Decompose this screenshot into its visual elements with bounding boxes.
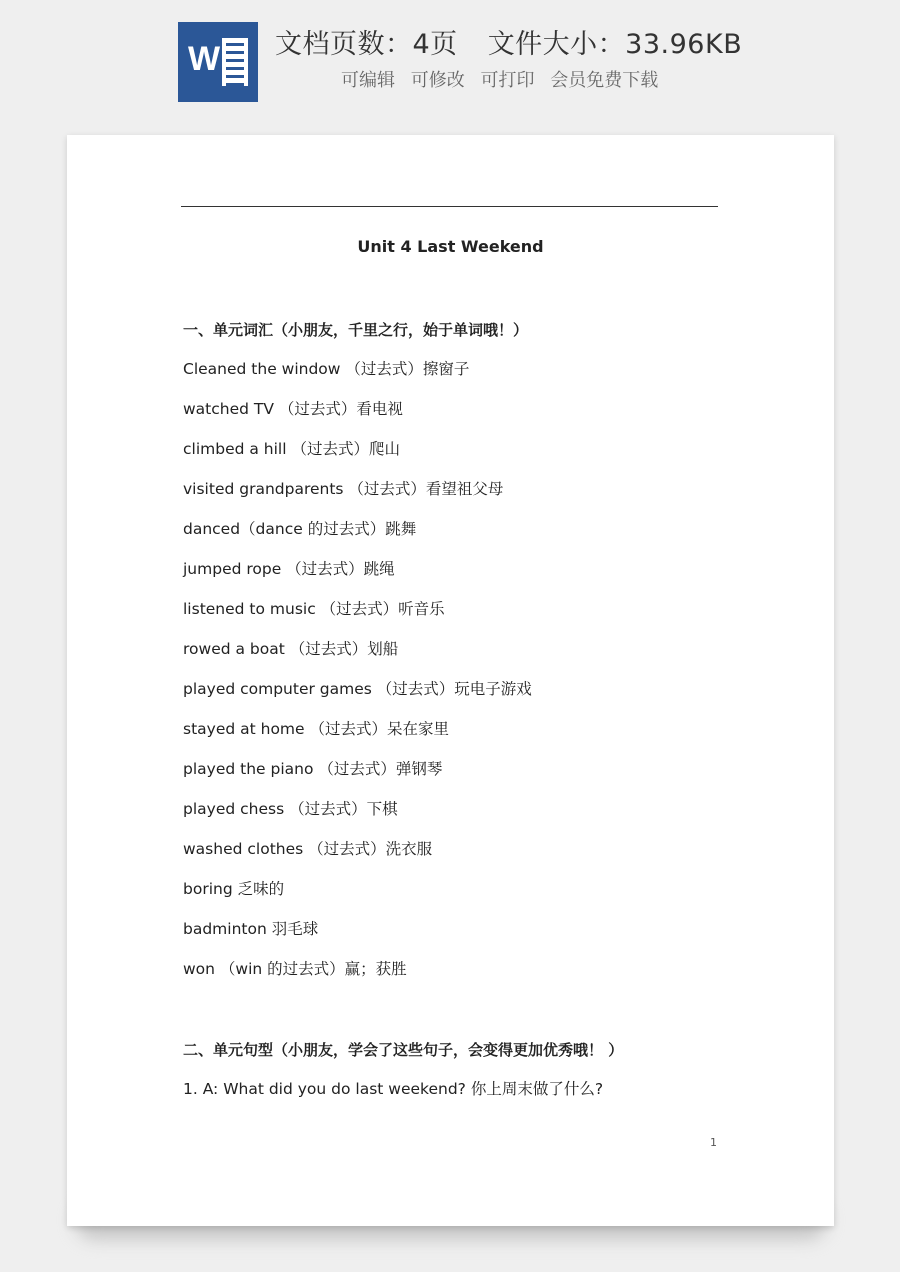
document-page xyxy=(67,135,834,1226)
document-title: Unit 4 Last Weekend xyxy=(357,237,544,256)
file-size: 文件大小：33.96KB xyxy=(487,29,743,60)
vocab-item: played chess （过去式）下棋 xyxy=(183,800,398,818)
section-heading-sentences: 二、单元句型（小朋友，学会了这些句子，会变得更加优秀哦！ ） xyxy=(183,1041,624,1059)
document-feature-tags xyxy=(341,66,668,92)
page-count: 文档页数：4页 xyxy=(275,29,458,60)
tag-editable: 可编辑 xyxy=(341,70,395,91)
document-lines-icon xyxy=(222,38,248,86)
vocab-item: played the piano （过去式）弹钢琴 xyxy=(183,760,443,778)
tag-member-free-download: 会员免费下载 xyxy=(550,70,659,91)
vocab-item: listened to music （过去式）听音乐 xyxy=(183,600,445,618)
tag-printable: 可打印 xyxy=(480,70,535,91)
vocab-item: stayed at home （过去式）呆在家里 xyxy=(183,720,449,738)
vocab-item: boring 乏味的 xyxy=(183,880,285,898)
vocab-item: washed clothes （过去式）洗衣服 xyxy=(183,840,433,858)
sentence-item: 1. A: What did you do last weekend? 你上周末做了什么? xyxy=(183,1080,604,1098)
word-document-icon xyxy=(178,22,258,102)
document-stats xyxy=(275,22,742,61)
vocabulary-list xyxy=(183,357,532,997)
tag-modifiable: 可修改 xyxy=(410,70,465,91)
section-heading-vocabulary: 一、单元词汇（小朋友，千里之行，始于单词哦！） xyxy=(183,321,529,339)
vocab-item: jumped rope （过去式）跳绳 xyxy=(183,560,395,578)
word-icon-letter: W xyxy=(188,40,221,78)
vocab-item: watched TV （过去式）看电视 xyxy=(183,400,403,418)
vocab-item: climbed a hill （过去式）爬山 xyxy=(183,440,400,458)
vocab-item: won （win 的过去式）赢；获胜 xyxy=(183,960,407,978)
page-number: 1 xyxy=(710,1136,717,1149)
vocab-item: badminton 羽毛球 xyxy=(183,920,319,938)
vocab-item: played computer games （过去式）玩电子游戏 xyxy=(183,680,532,698)
vocab-item: Cleaned the window （过去式）擦窗子 xyxy=(183,360,470,378)
vocab-item: rowed a boat （过去式）划船 xyxy=(183,640,399,658)
vocab-item: visited grandparents （过去式）看望祖父母 xyxy=(183,480,504,498)
vocab-item: danced（dance 的过去式）跳舞 xyxy=(183,520,417,538)
document-info-header xyxy=(0,0,900,130)
header-rule xyxy=(181,206,718,207)
